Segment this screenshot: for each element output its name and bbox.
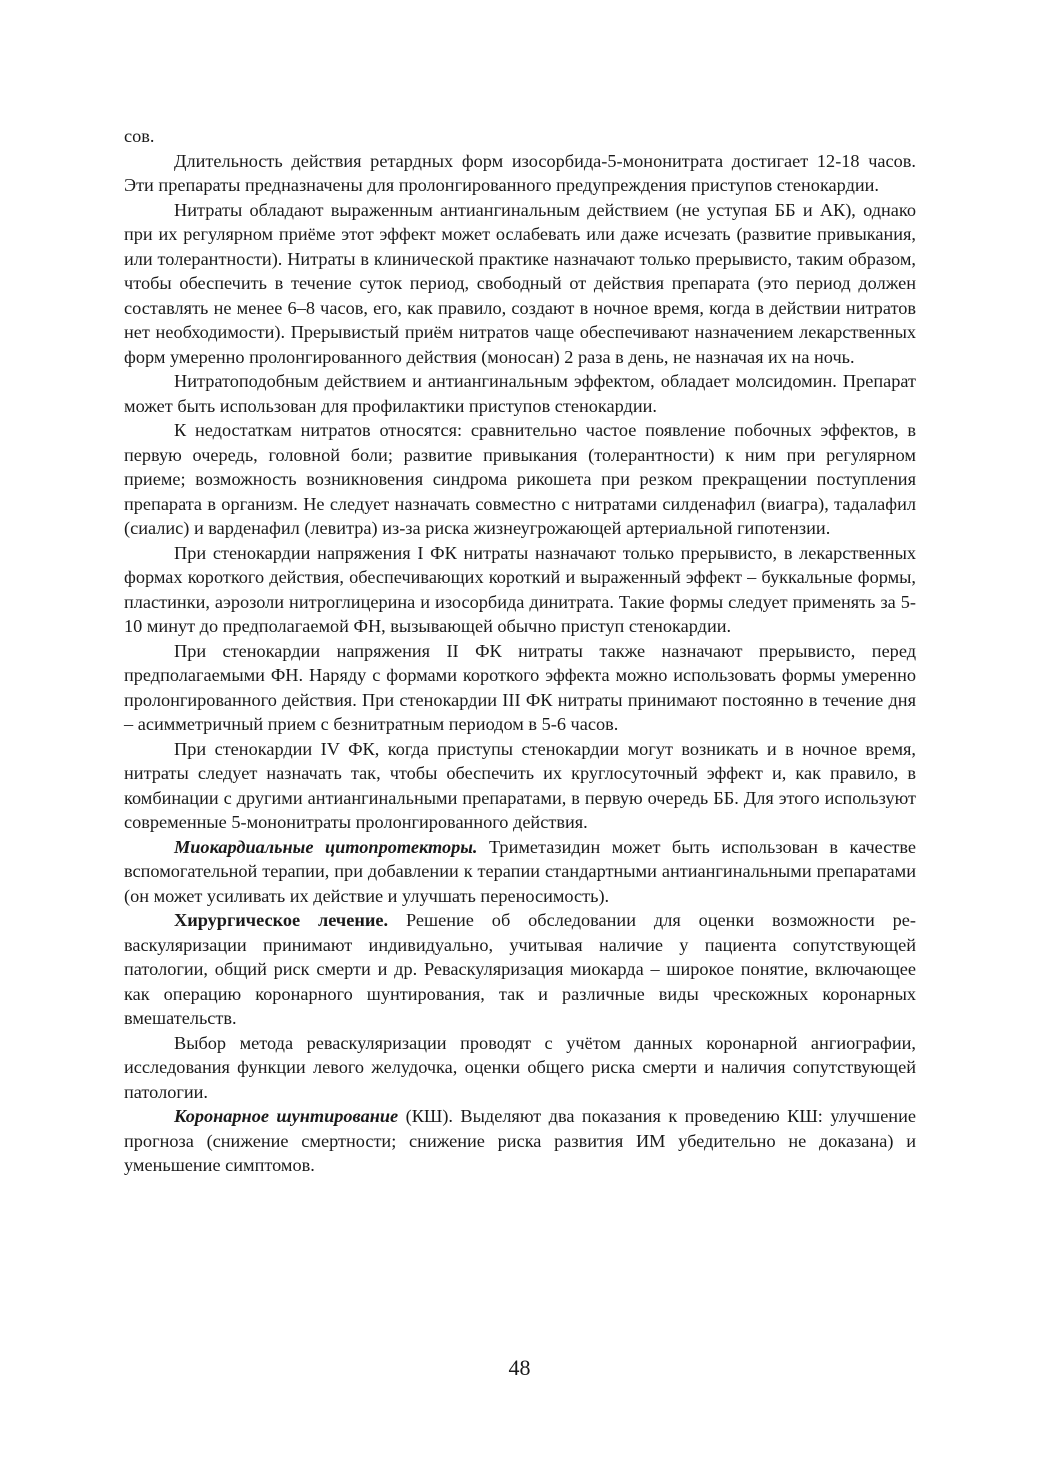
paragraph-text: Нитратоподобным действием и антиангинальным эффектом, обладает молсидомин. Препарат может быть использован для профилактики приступов стенокардии. [124,371,916,416]
paragraph [124,737,916,835]
paragraph [124,1104,916,1178]
paragraph [124,639,916,737]
paragraph-text: При стенокардии напряжения II ФК нитраты также назначают прерывисто, перед предполагаемыми ФН. Наряду с формами короткого эффекта можно использовать формы умеренно пролонгированного действия. При стенокардии III ФК нитраты принимают постоянно в течение дня – асимметричный прием с безнитратным периодом в 5-6 часов. [124,640,916,734]
paragraph-text: Длительность действия ретардных форм изосорбида-5-мононитрата достигает 12-18 часов. Эти препараты предназначены для пролонгированного предупреждения приступов стенокардии. [124,150,916,195]
paragraph [124,124,916,149]
paragraph-text: (КШ). Выделяют два показания к проведению КШ: улучшение прогноза (снижение смертности; снижение риска развития ИМ убедительно не доказана) и уменьшение симптомов. [124,1106,916,1175]
paragraph-text: При стенокардии напряжения I ФК нитраты назначают только прерывисто, в лекарственных формах короткого действия, обеспечивающих короткий и выраженный эффект – буккальные формы, пластинки, аэрозоли нитроглицерина и изосорбида динитрата. Такие формы следует применять за 5-10 минут до предполагаемой ФН, вызывающей обычно приступ стенокардии. [124,542,916,636]
paragraph-text: Решение об обследовании для оценки возможности реваскуляризации принимают индивидуально, учитывая наличие у пациента сопутствующей патологии, общий риск смерти и др. Реваскуляризация миокарда – широкое понятие, включающее как операцию коронарного шунтирования, так и различные виды чрескожных коронарных вмешательств. [124,910,917,1028]
paragraph-text: Нитраты обладают выраженным антиангинальным действием (не уступая ББ и АК), однако при их регулярном приёме этот эффект может ослабевать или даже исчезать (развитие привыкания, или толерантности). Нитраты в клинической практике назначают только прерывисто, таким образом, чтобы обеспечить в течение суток период, свободный от действия препарата (это период должен составлять не менее 6–8 часов, его, как правило, создают в ночное время, когда в действии нитратов нет необходимости). Прерывистый приём нитратов чаще обеспечивают назначением лекарственных форм умеренно пролонгированного действия (моносан) 2 раза в день, не назначая их на ночь. [124,199,916,367]
paragraph [124,198,916,370]
paragraph [124,369,916,418]
paragraph [124,541,916,639]
paragraph [124,418,916,541]
paragraph-text: сов. [124,126,155,146]
page-body [124,124,916,1178]
paragraph-heading: Миокардиальные цитопротекторы. [174,836,478,857]
paragraph [124,149,916,198]
paragraph [124,1031,916,1105]
paragraph-heading: Хирургическое лечение. [174,910,389,930]
paragraph [124,908,916,1031]
paragraph [124,835,916,909]
paragraph-text: Триметазидин может быть использован в качестве вспомогательной терапии, при добавлении к терапии стандартными антиангинальными препаратами (он может усиливать их действие и улучшать переносимость). [124,836,916,906]
page-number: 48 [508,1355,531,1380]
paragraph-text: При стенокардии IV ФК, когда приступы стенокардии могут возникать и в ночное время, нитраты следует назначать так, чтобы обеспечить их круглосуточный эффект и, как правило, в комбинации с другими антиангинальными препаратами, в первую очередь ББ. Для этого используют современные 5-мононитраты пролонгированного действия. [124,738,916,832]
paragraph-text: Выбор метода реваскуляризации проводят с учётом данных коронарной ангиографии, исследования функции левого желудочка, оценки общего риска смерти и наличия сопутствующей патологии. [124,1032,916,1102]
paragraph-heading: Коронарное шунтирование [174,1106,399,1126]
paragraph-text: К недостаткам нитратов относятся: сравнительно частое появление побочных эффектов, в первую очередь, головной боли; развитие привыкания (толерантности) к ним при регулярном приеме; возможность возникновения синдрома рикошета при резком прекращении поступления препарата в организм. Не следует назначать совместно с нитратами силденафил (виагра), тадалафил (сиалис) и варденафил (левитра) из-за риска жизнеугрожающей артериальной гипотензии. [124,420,916,538]
